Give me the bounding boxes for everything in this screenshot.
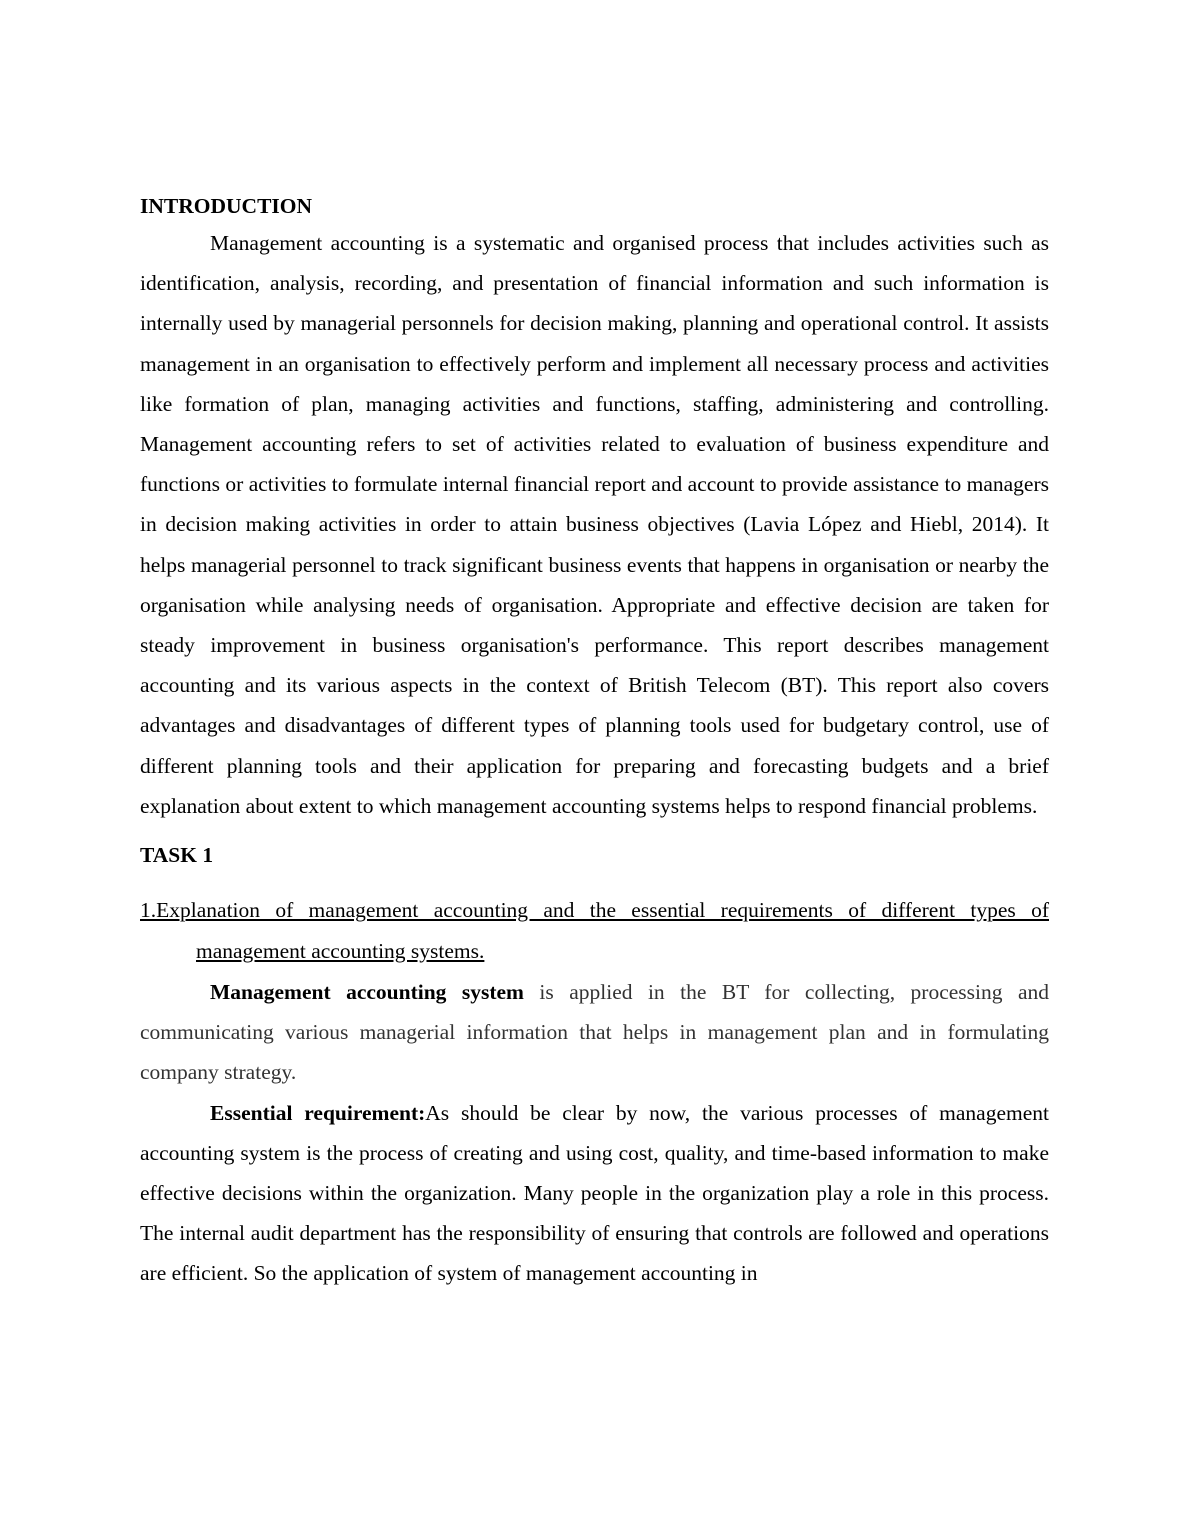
task1-heading: TASK 1 [140, 843, 214, 868]
introduction-heading: INTRODUCTION [140, 194, 313, 218]
document-page [140, 190, 1049, 1294]
introduction-paragraph: Management accounting is a systematic and organised process that includes activities such as identification, analysis, recording, and presentation of financial information and such information is internally used by managerial personnels for decision making, planning and operational control. It assists management in an organisation to effectively perform and implement all necessary process and activities like formation of plan, managing activities and functions, staffing, administering and controlling. Management accounting refers to set of activities related to evaluation of business expenditure and functions or activities to formulate internal financial report and account to provide assistance to managers in decision making activities in order to attain business objectives (Lavia López and Hiebl, 2014). It helps managerial personnel to track significant business events that happens in organisation or nearby the organisation while analysing needs of organisation. Appropriate and effective decision are taken for steady improvement in business organisation's performance. This report describes management accounting and its various aspects in the context of British Telecom (BT). This report also covers advantages and disadvantages of different types of planning tools used for budgetary control, use of different planning tools and their application for preparing and forecasting budgets and a brief explanation about extent to which management accounting systems helps to respond financial problems. [140, 231, 1049, 818]
mas-paragraph [140, 972, 1049, 1093]
requirement-paragraph [140, 1093, 1049, 1294]
task1-subheading: 1.Explanation of management accounting and the essential requirements of different types of management accounting systems. [140, 898, 1049, 964]
requirement-bold-term: Essential requirement: [210, 1100, 426, 1125]
mas-bold-term: Management accounting system [210, 980, 524, 1005]
mas-text: is applied in the BT for collecting, processing and communicating various managerial information that helps in management plan and in formulating company strategy. [140, 980, 1049, 1085]
requirement-text: As should be clear by now, the various processes of management accounting system is the process of creating and using cost, quality, and time-based information to make effective decisions within the organization. Many people in the organization play a role in this process. The internal audit department has the responsibility of ensuring that controls are followed and operations are efficient. So the application of system of management accounting in [140, 1100, 1049, 1286]
